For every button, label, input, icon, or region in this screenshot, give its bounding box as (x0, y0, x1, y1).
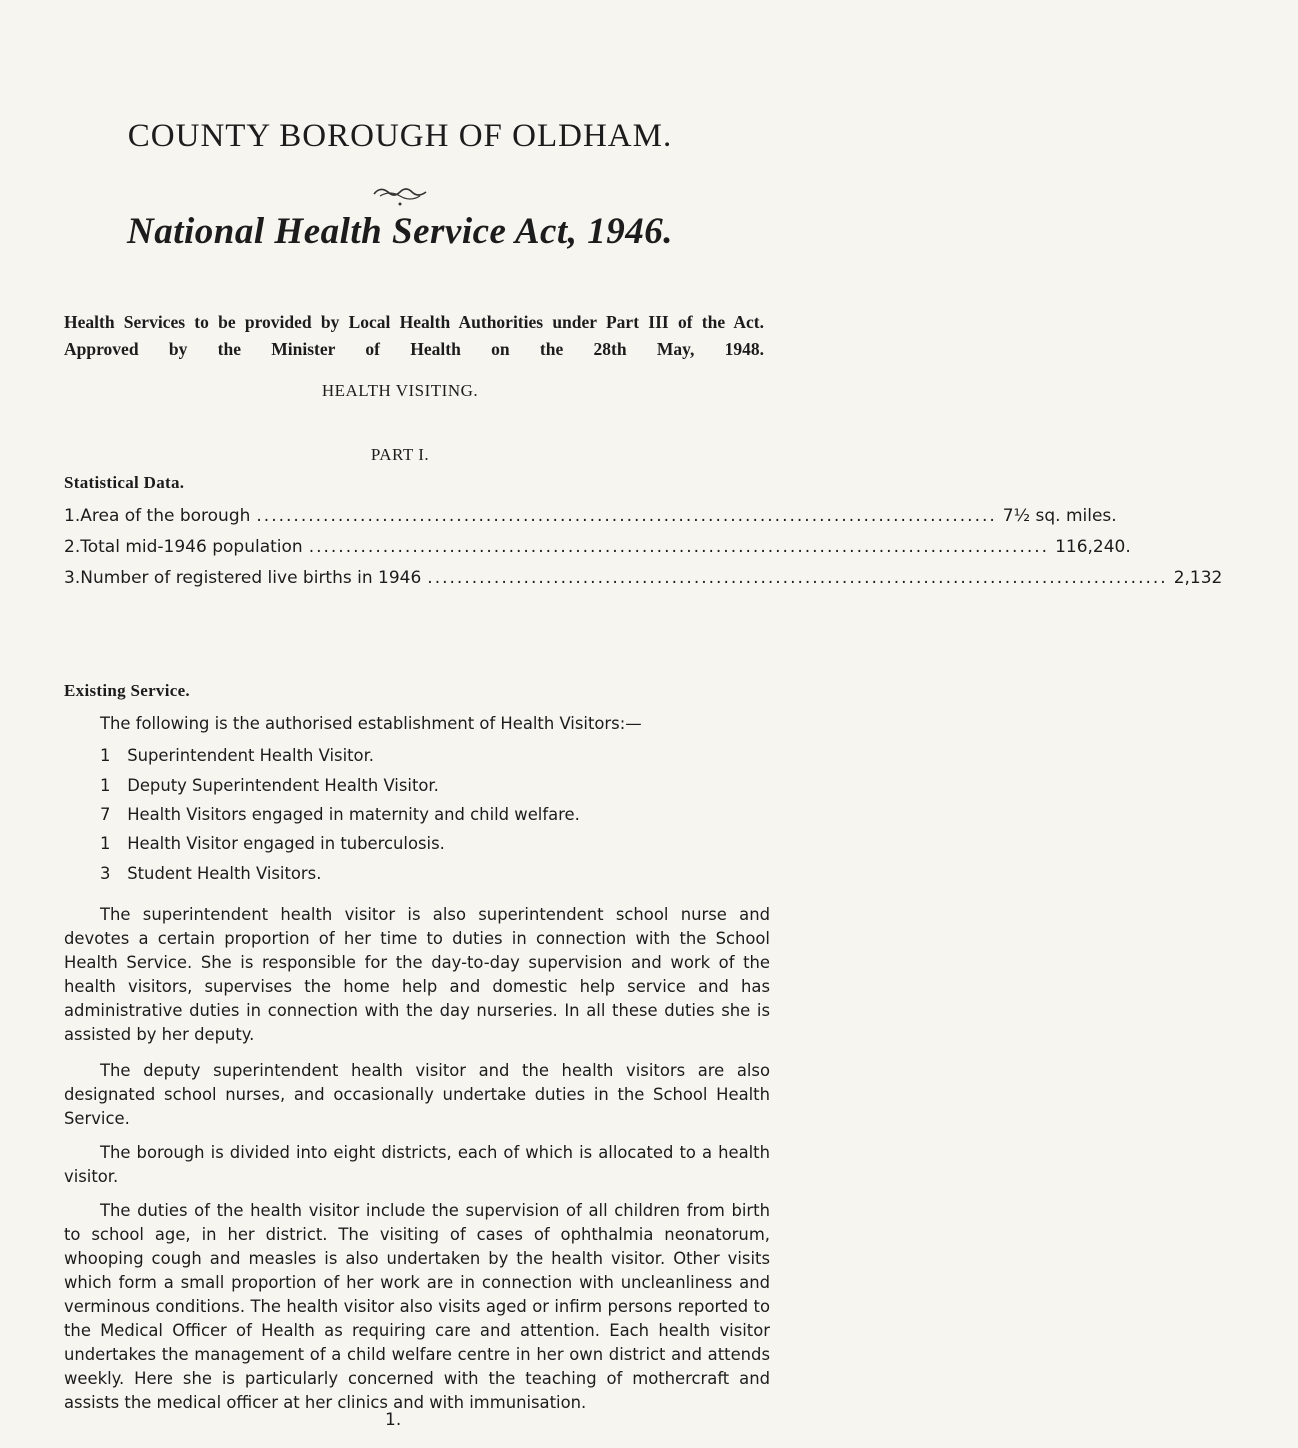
act-subtitle: Health Services to be provided by Local Health Authorities under Part III of the Act. Approved by the Minister of Health on the 28th May, 1948. (64, 311, 764, 359)
stat-label: Total mid-1946 population (80, 537, 303, 557)
statistical-data-heading: Statistical Data. (64, 473, 185, 492)
staff-item (100, 834, 445, 853)
body-paragraph: The borough is divided into eight districts, each of which is allocated to a health visitor. (64, 1143, 770, 1186)
stat-value: 116,240. (1055, 537, 1131, 557)
staff-count: 1 (100, 746, 111, 765)
stat-number: 2. (64, 537, 81, 557)
staff-role: Health Visitor engaged in tuberculosis. (127, 834, 445, 853)
stat-value: 7½ sq. miles. (1002, 506, 1117, 526)
staff-item (100, 776, 439, 795)
stat-label: Area of the borough (80, 506, 251, 526)
staff-count: 3 (100, 864, 111, 883)
section-heading: HEALTH VISITING. (321, 381, 479, 400)
existing-service-heading: Existing Service. (64, 681, 190, 700)
dot-leader: .................................................................................................... (256, 506, 997, 526)
stat-row (64, 537, 1131, 557)
staff-item (100, 864, 321, 883)
dot-leader: .................................................................................................... (308, 537, 1050, 557)
staff-count: 1 (100, 776, 111, 795)
act-title: National Health Service Act, 1946. (127, 211, 673, 252)
staff-role: Health Visitors engaged in maternity and child welfare. (127, 805, 580, 824)
dot-leader: .................................................................................................... (427, 568, 1168, 588)
body-paragraph: The duties of the health visitor include the supervision of all children from birth to school age, in her district. The visiting of cases of ophthalmia neonatorum, whooping cough and measles is also undertaken by the health visitor. Other visits which form a small proportion of her work are in connection with uncleanliness and verminous conditions. The health visitor also visits aged or infirm persons reported to the Medical Officer of Health as requiring care and attention. Each health visitor undertakes the management of a child welfare centre in her own district and attends weekly. Here she is particularly concerned with the teaching of mothercraft and assists the medical officer at her clinics and with immunisation. (64, 1201, 770, 1412)
stat-number: 1. (64, 506, 81, 526)
staff-role: Superintendent Health Visitor. (127, 746, 375, 765)
body-paragraph: The superintendent health visitor is also superintendent school nurse and devotes a certain proportion of her time to duties in connection with the School Health Service. She is responsible for the day-to-day supervision and work of the health visitors, supervises the home help and domestic help service and has administrative duties in connection with the day nurseries. In all these duties she is assisted by her deputy. (64, 905, 770, 1044)
document-title: COUNTY BOROUGH OF OLDHAM. (127, 118, 673, 154)
staff-role: Deputy Superintendent Health Visitor. (127, 776, 439, 795)
body-paragraph: The deputy superintendent health visitor and the health visitors are also designated school nurses, and occasionally undertake duties in the School Health Service. (64, 1061, 770, 1128)
staff-count: 7 (100, 805, 111, 824)
staff-item (100, 805, 580, 824)
staff-role: Student Health Visitors. (127, 864, 322, 883)
part-heading: PART I. (370, 445, 430, 464)
stat-number: 3. (64, 568, 81, 588)
stat-label: Number of registered live births in 1946 (80, 568, 422, 588)
stat-value: 2,132 (1173, 568, 1223, 588)
stat-row (64, 568, 1223, 588)
staff-count: 1 (100, 834, 111, 853)
page-number: 1. (385, 1410, 402, 1430)
stat-row (64, 506, 1117, 526)
scroll-flourish-icon (370, 184, 430, 208)
establishment-intro: The following is the authorised establishment of Health Visitors:— (100, 714, 642, 733)
staff-item (100, 746, 374, 765)
